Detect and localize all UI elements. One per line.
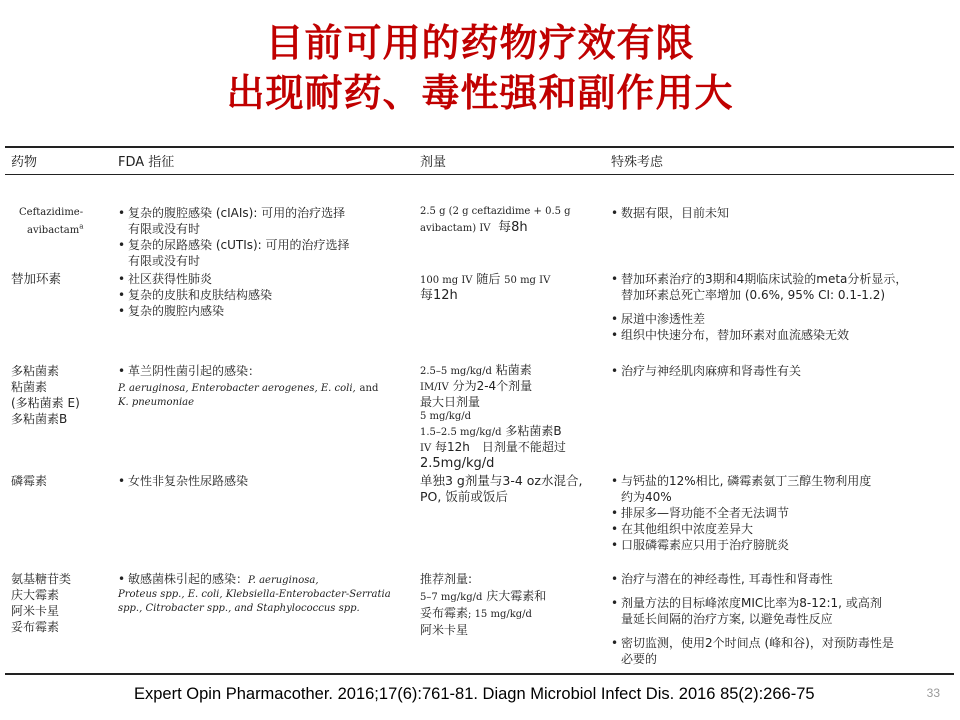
list-item: • 尿道中渗透性差 (611, 311, 948, 327)
list-item: • 替加环素治疗的3期和4期临床试验的meta分析显示， (611, 271, 948, 287)
table-row (5, 269, 954, 355)
fda-cell (112, 269, 414, 355)
dose-cell: 单独3 g剂量与3-4 oz水混合, PO, 饭前或饭后 (420, 473, 583, 504)
fda-cell: • 革兰阴性菌引起的感染： P. aeruginosa, Enterobacter aerogenes, E. coli, and K. pneumoniae (112, 355, 414, 471)
header-fda-indication: FDA 指征 (112, 147, 414, 175)
list-item: • 数据有限，目前未知 (611, 205, 948, 221)
list-item: 量延长间隔的治疗方案, 以避免毒性反应 (621, 612, 833, 626)
list-item: • 组织中快速分布，替加环素对血流感染无效 (611, 327, 948, 343)
fda-cell (112, 471, 414, 567)
list-item: • 治疗与潜在的神经毒性, 耳毒性和肾毒性 (611, 571, 948, 587)
list-item: • 复杂的皮肤和皮肤结构感染 (118, 287, 408, 303)
dose-cell: 推荐剂量: 5–7 mg/kg/d 庆大霉素和 妥布霉素; 15 mg/kg/d 阿米卡星 (414, 567, 605, 674)
dose-cell: 2.5 g (2 g ceftazidime + 0.5 g avibactam) IV 每8h (420, 206, 571, 235)
header-special-considerations: 特殊考虑 (605, 147, 954, 175)
notes-cell (605, 567, 954, 674)
list-item: • 剂量方法的目标峰浓度MIC比率为8-12:1, 或高剂 (611, 595, 948, 611)
fda-cell (112, 175, 414, 270)
table-row (5, 567, 954, 674)
table-row (5, 471, 954, 567)
notes-cell (605, 471, 954, 567)
list-item: • 治疗与神经肌肉麻痹和肾毒性有关 (611, 363, 948, 379)
drug-cell: 多粘菌素 粘菌素 (多粘菌素 E) 多粘菌素B (11, 364, 80, 426)
dose-cell: 2.5–5 mg/kg/d 粘菌素 IM/IV 分为2-4个剂量 最大日剂量 5 mg/kg/d 1.5–2.5 mg/kg/d 多粘菌素B IV 每12h 日剂量不能超过 2.5mg/kg/d (420, 363, 566, 471)
list-item: 约为40% (621, 490, 672, 504)
notes-cell (605, 355, 954, 471)
list-item: • 革兰阴性菌引起的感染： (118, 363, 408, 379)
list-item: • 与钙盐的12%相比, 磷霉素氨丁三醇生物利用度 (611, 473, 948, 489)
list-item: 有限或没有时 (128, 254, 201, 268)
slide-title-line1: 目前可用的药物疗效有限 (265, 21, 695, 65)
list-item: • 在其他组织中浓度差异大 (611, 521, 948, 537)
list-item: • 复杂的尿路感染 (cUTIs): 可用的治疗选择 (118, 237, 408, 253)
table-header-row (5, 147, 954, 175)
page-number: 33 (926, 686, 940, 700)
list-item: • 女性非复杂性尿路感染 (118, 473, 408, 489)
list-item: • 排尿多—肾功能不全者无法调节 (611, 505, 948, 521)
drug-cell: 磷霉素 (11, 474, 48, 488)
list-item: • 口服磷霉素应只用于治疗膀胱炎 (611, 537, 948, 553)
list-item: 有限或没有时 (128, 222, 201, 236)
notes-cell (605, 175, 954, 270)
table-row (5, 355, 954, 471)
drug-table (5, 146, 954, 675)
header-drug: 药物 (5, 147, 112, 175)
drug-cell: Ceftazidime- avibactam$^a$ (19, 207, 84, 237)
list-item: • 密切监测，使用2个时间点 (峰和谷)，对预防毒性是 (611, 635, 948, 651)
list-item: 必要的 (621, 652, 658, 666)
list-item: • 复杂的腹腔感染 (cIAIs): 可用的治疗选择 (118, 205, 408, 221)
drug-cell: 氨基糖苷类 庆大霉素 阿米卡星 妥布霉素 (5, 567, 112, 674)
dose-cell: 100 mg IV 随后 50 mg IV 每12h (420, 272, 551, 303)
list-item: • 敏感菌株引起的感染：P. aeruginosa, (118, 571, 408, 588)
citation: Expert Opin Pharmacother. 2016;17(6):761-81. Diagn Microbiol Infect Dis. 2016 85(2):266-75 (134, 685, 815, 703)
fda-cell: • 敏感菌株引起的感染：P. aeruginosa, Proteus spp., E. coli, Klebsiella-Enterobacter-Serratia spp., Citrobacter spp., and Staphylococcus spp. (112, 567, 414, 674)
drug-cell: 替加环素 (11, 271, 62, 286)
list-item: 替加环素总死亡率增加 (0.6%, 95% CI: 0.1-1.2) (621, 288, 886, 302)
header-dose: 剂量 (414, 147, 605, 175)
notes-cell (605, 269, 954, 355)
list-item: • 社区获得性肺炎 (118, 271, 408, 287)
list-item: • 复杂的腹腔内感染 (118, 303, 408, 319)
slide-title-line2: 出现耐药、毒性强和副作用大 (226, 71, 734, 115)
table-row (5, 175, 954, 270)
